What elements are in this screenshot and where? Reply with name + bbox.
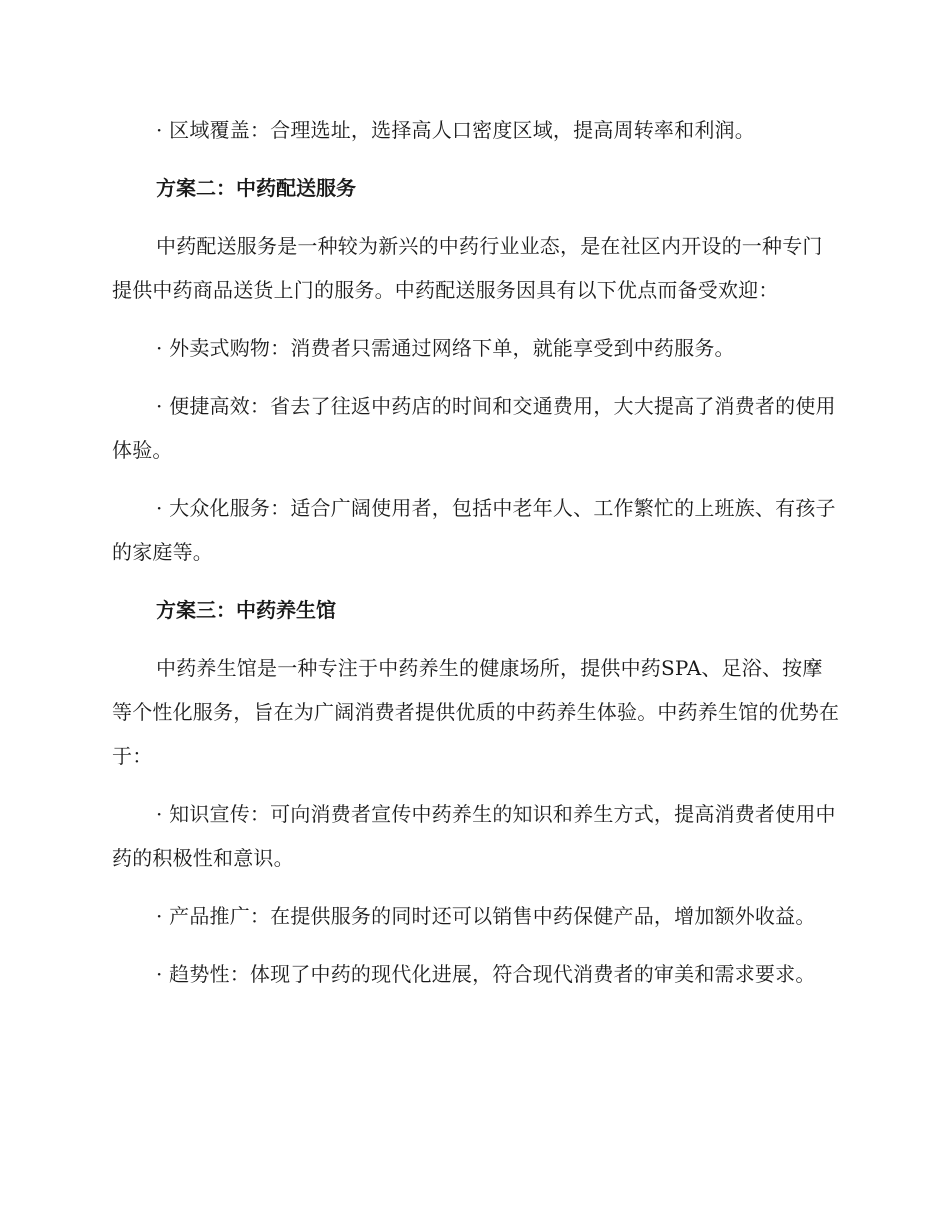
- bullet-mass-service: · 大众化服务：适合广阔使用者，包括中老年人、工作繁忙的上班族、有孩子的家庭等。: [112, 496, 836, 564]
- bullet-trend: · 趋势性：体现了中药的现代化进展，符合现代消费者的审美和需求要求。: [156, 962, 816, 986]
- bullet-product-promotion: · 产品推广：在提供服务的同时还可以销售中药保健产品，增加额外收益。: [156, 904, 816, 928]
- section-heading-plan-three: 方案三：中药养生馆: [156, 598, 336, 622]
- bullet-convenient-efficient: · 便捷高效：省去了往返中药店的时间和交通费用，大大提高了消费者的使用体验。: [112, 394, 836, 462]
- paragraph-delivery-intro: 中药配送服务是一种较为新兴的中药行业业态，是在社区内开设的一种专门提供中药商品送货上门的服务。中药配送服务因具有以下优点而备受欢迎：: [112, 234, 823, 302]
- bullet-region-coverage: · 区域覆盖：合理选址，选择高人口密度区域，提高周转率和利润。: [156, 118, 755, 142]
- paragraph-wellness-intro: 中药养生馆是一种专注于中药养生的健康场所，提供中药SPA、足浴、按摩等个性化服务，旨在为广阔消费者提供优质的中药养生体验。中药养生馆的优势在于：: [112, 656, 840, 768]
- bullet-knowledge-promotion: · 知识宣传：可向消费者宣传中药养生的知识和养生方式，提高消费者使用中药的积极性和意识。: [112, 802, 836, 870]
- section-heading-plan-two: 方案二：中药配送服务: [156, 176, 356, 200]
- document-body: [112, 108, 840, 1010]
- bullet-takeout-shopping: · 外卖式购物：消费者只需通过网络下单，就能享受到中药服务。: [156, 336, 735, 360]
